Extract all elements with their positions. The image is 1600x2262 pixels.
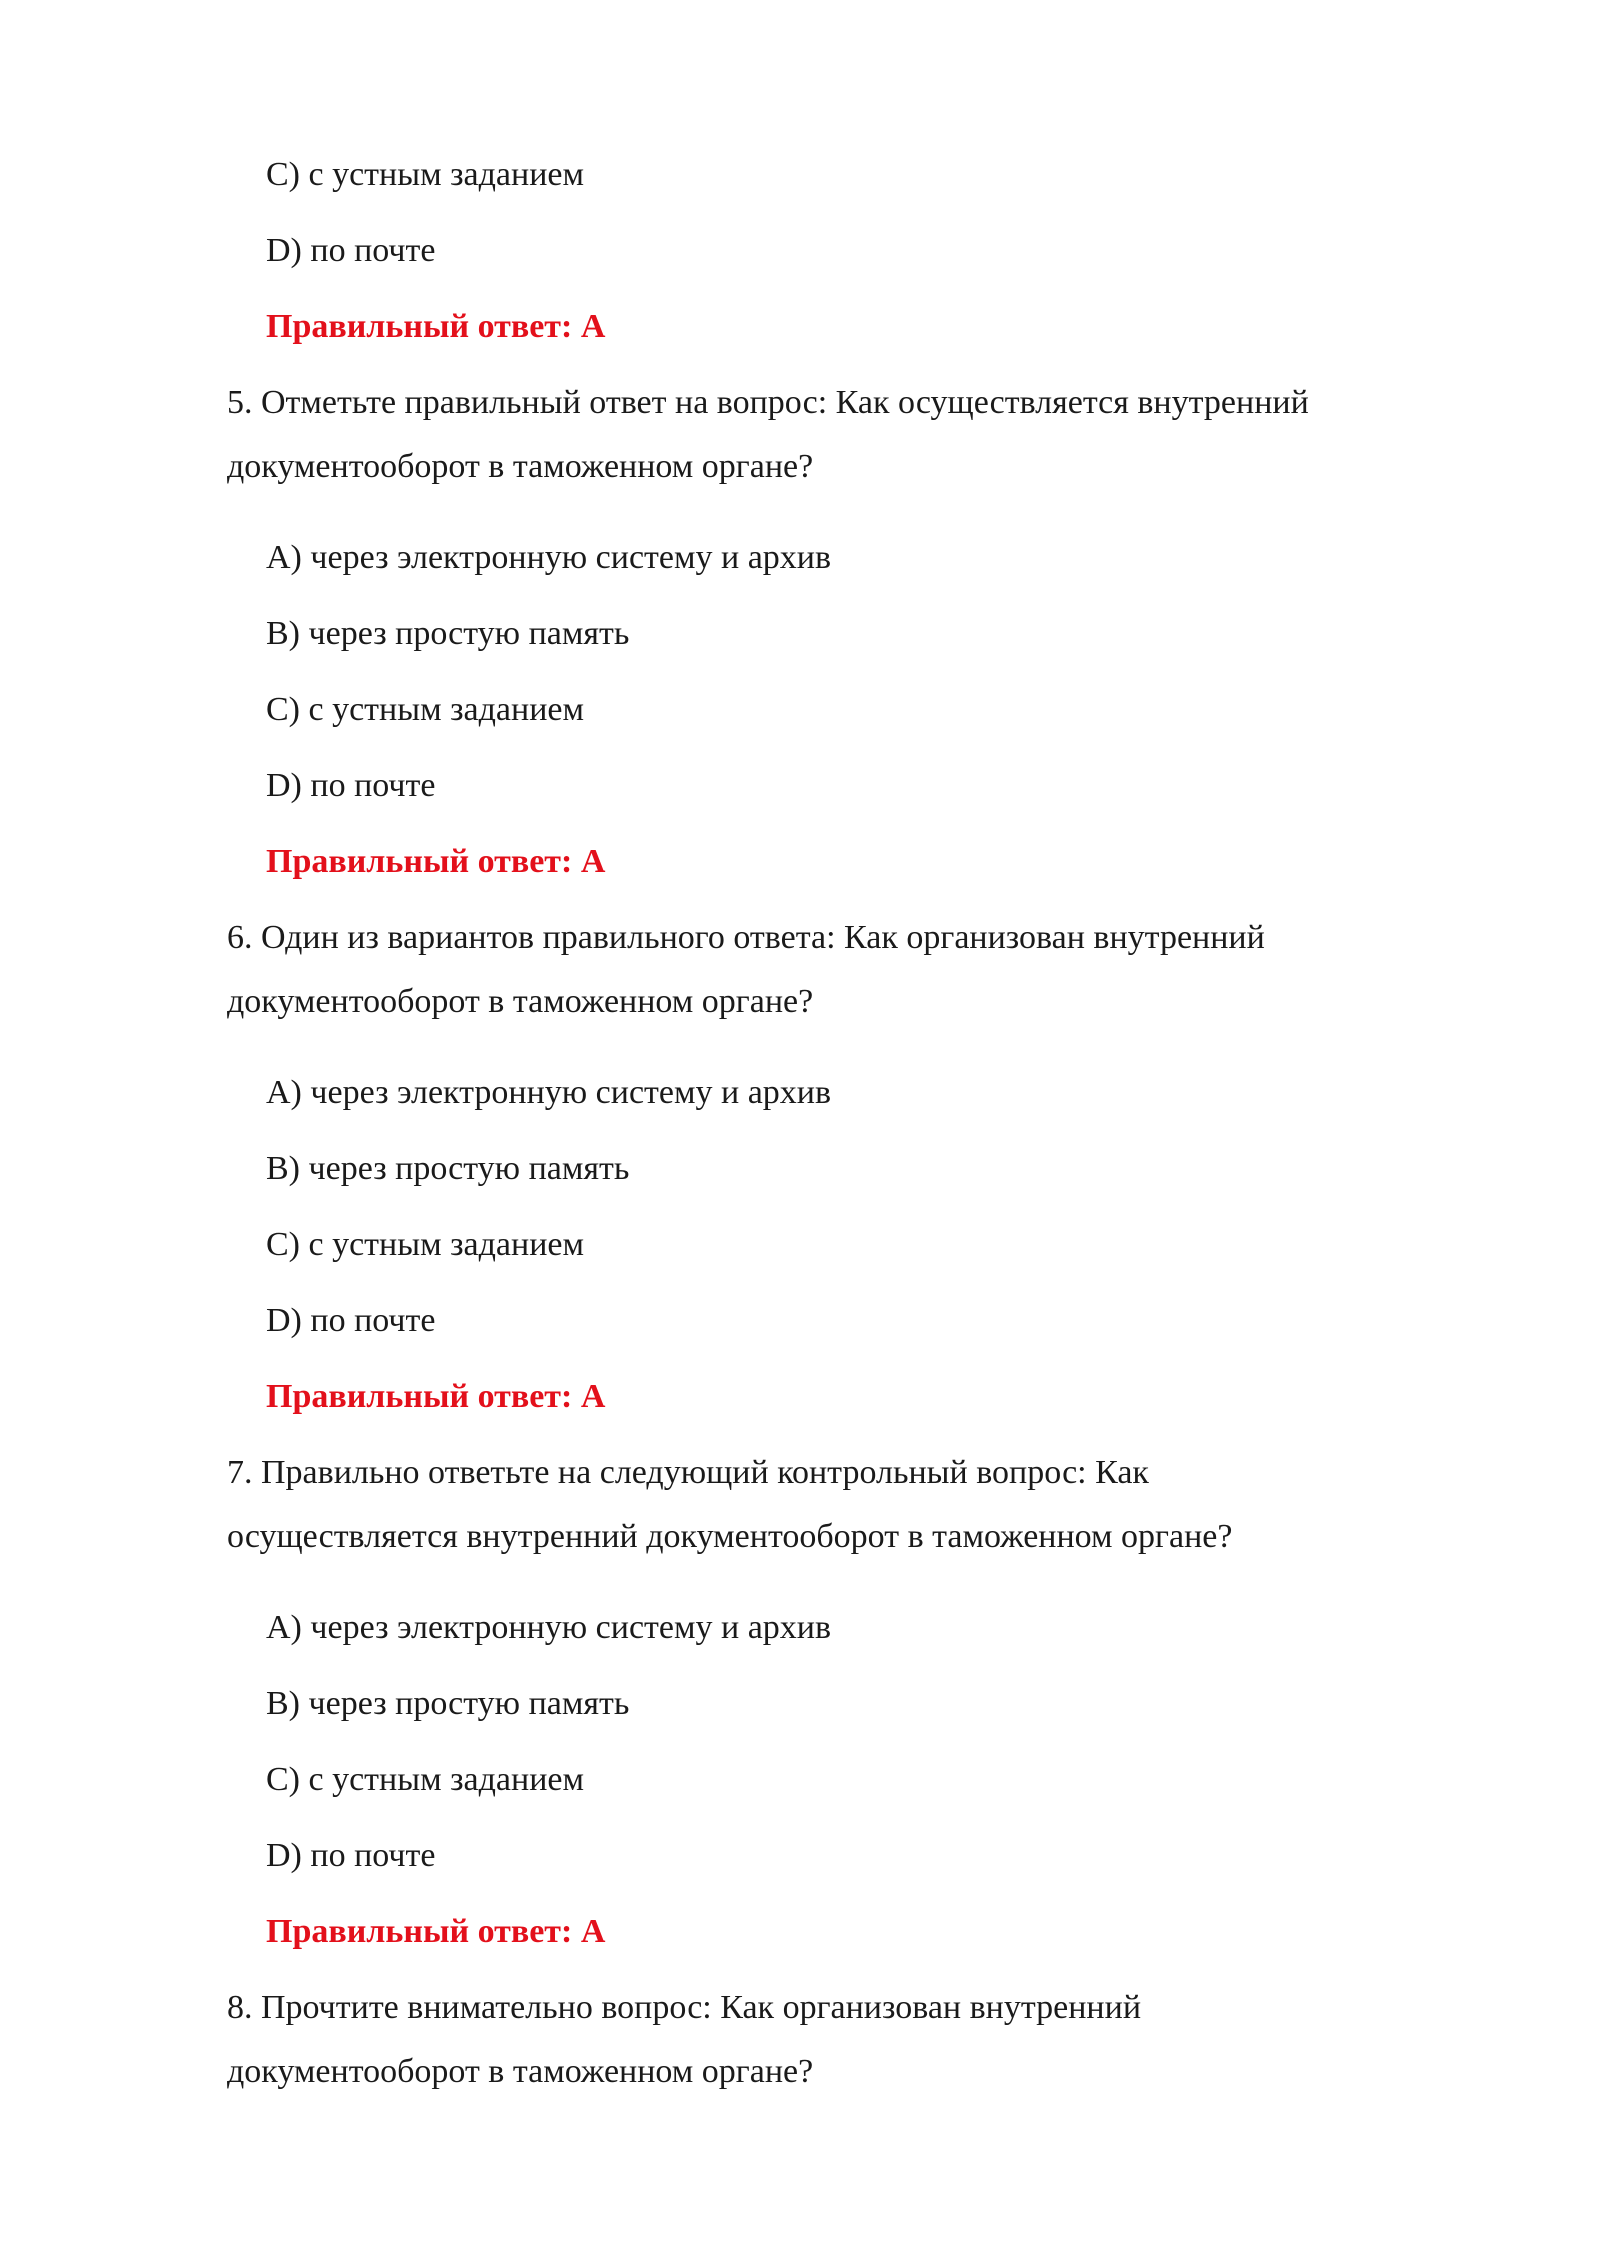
option-c: C) с устным заданием — [266, 691, 585, 728]
question-8-line-1: 8. Прочтите внимательно вопрос: Как организован внутренний — [227, 1989, 1142, 2026]
question-7-line-2: осуществляется внутренний документооборот в таможенном органе? — [227, 1518, 1233, 1555]
option-d: D) по почте — [266, 767, 436, 804]
correct-answer: Правильный ответ: A — [266, 843, 606, 880]
question-7-line-1: 7. Правильно ответьте на следующий контрольный вопрос: Как — [227, 1454, 1149, 1491]
option-b: B) через простую память — [266, 1150, 630, 1187]
correct-answer: Правильный ответ: A — [266, 1378, 606, 1415]
question-6-line-1: 6. Один из вариантов правильного ответа: Как организован внутренний — [227, 919, 1265, 956]
option-b: B) через простую память — [266, 615, 630, 652]
option-a: A) через электронную систему и архив — [266, 1074, 832, 1111]
option-a: A) через электронную систему и архив — [266, 539, 832, 576]
option-b: B) через простую память — [266, 1685, 630, 1722]
correct-answer: Правильный ответ: A — [266, 308, 606, 345]
option-c: C) с устным заданием — [266, 1761, 585, 1798]
question-6-line-2: документооборот в таможенном органе? — [227, 983, 814, 1020]
option-d: D) по почте — [266, 1837, 436, 1874]
correct-answer: Правильный ответ: A — [266, 1913, 606, 1950]
option-a: A) через электронную систему и архив — [266, 1609, 832, 1646]
question-5-line-1: 5. Отметьте правильный ответ на вопрос: Как осуществляется внутренний — [227, 384, 1309, 421]
option-d: D) по почте — [266, 232, 436, 269]
option-d: D) по почте — [266, 1302, 436, 1339]
question-5-line-2: документооборот в таможенном органе? — [227, 448, 814, 485]
option-c: C) с устным заданием — [266, 156, 585, 193]
question-8-line-2: документооборот в таможенном органе? — [227, 2053, 814, 2090]
option-c: C) с устным заданием — [266, 1226, 585, 1263]
